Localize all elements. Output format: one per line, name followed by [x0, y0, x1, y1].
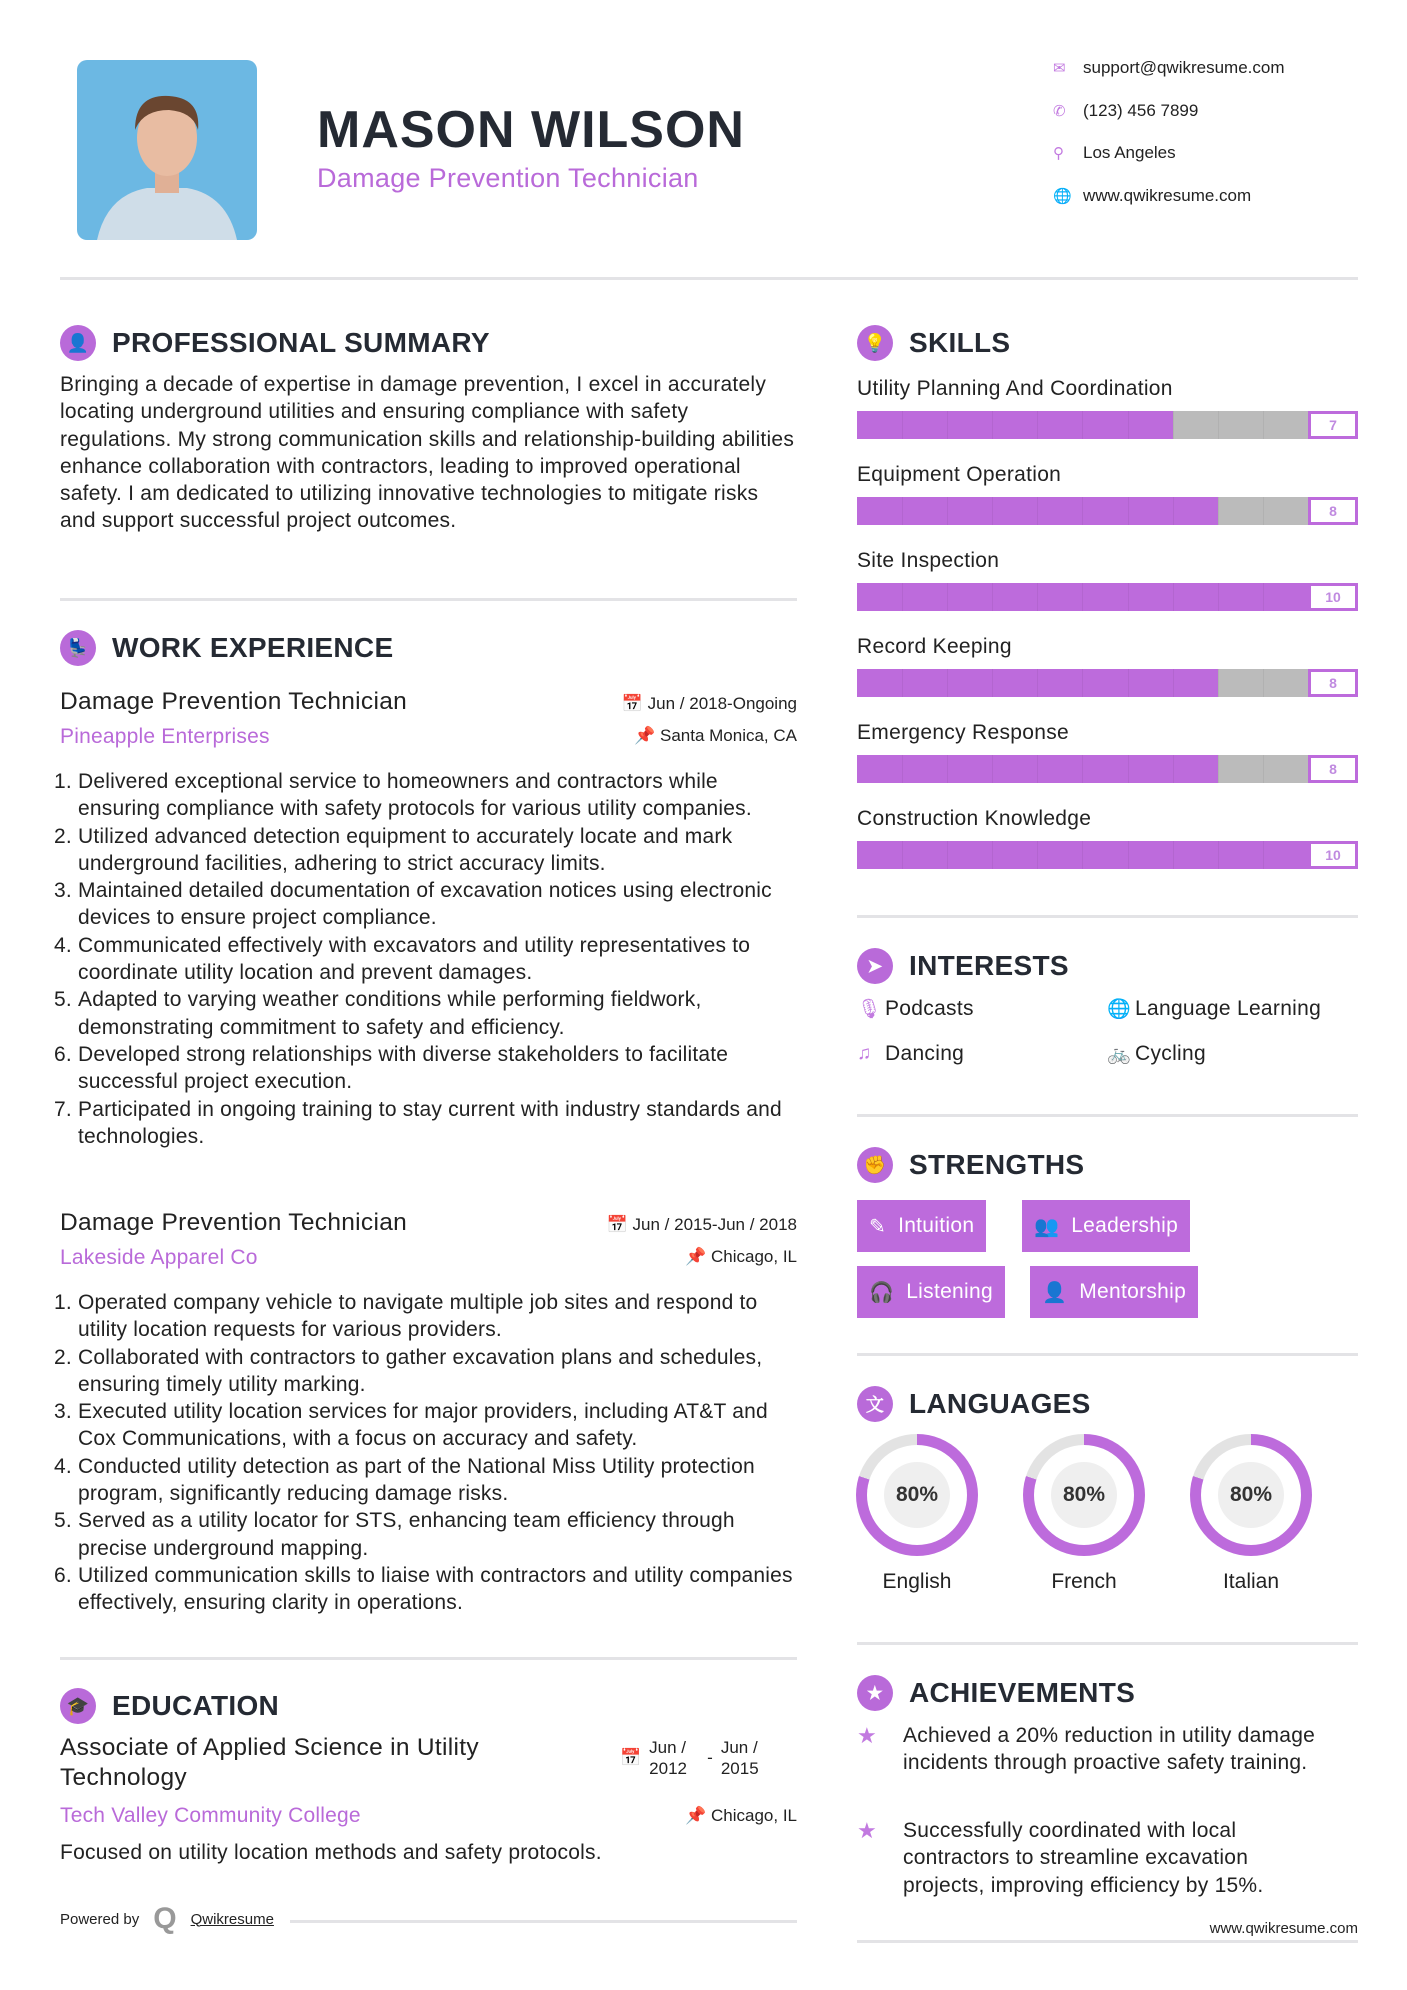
star-icon: ★: [857, 1818, 877, 1843]
skill-bar-segment: [1263, 497, 1264, 525]
job-title: Damage Prevention Technician: [60, 1209, 408, 1236]
star-icon: ★: [857, 1723, 877, 1748]
job-bullets: [60, 768, 800, 1150]
section-divider: [857, 915, 1358, 918]
skill-bar-segment: [1263, 411, 1264, 439]
date-start: Jun / 2012: [649, 1738, 687, 1778]
phone-icon: ✆: [1053, 102, 1066, 120]
bullet-item: 5. Served as a utility locator for STS, enhancing team efficiency through precise underground mapping.: [78, 1507, 800, 1562]
skill-value: 8: [1308, 669, 1358, 697]
skill-bar-segment: [1128, 841, 1129, 869]
degree: Associate of Applied Science in Utility Technology: [60, 1734, 479, 1791]
skill-bar-segment: [1037, 755, 1038, 783]
chair-icon: 💺: [60, 630, 96, 666]
job-date-text: Jun / 2015-Jun / 2018: [632, 1215, 797, 1234]
languages-heading-text: LANGUAGES: [909, 1388, 1091, 1419]
skill-bar-segment: [1173, 497, 1174, 525]
section-divider: [857, 1642, 1358, 1645]
map-pin-icon: ⚲: [1053, 145, 1064, 162]
skill-label: Site Inspection: [857, 549, 1000, 572]
skill-bar-segment: [1037, 411, 1038, 439]
skill-bar: [857, 583, 1358, 611]
globe-icon: 🌐: [1107, 999, 1131, 1020]
skill-bar-fill: [857, 411, 1173, 439]
interest-item: [857, 997, 974, 1021]
powered-by-text: Powered by: [60, 1910, 140, 1928]
skill-bar-segment: [1082, 497, 1083, 525]
date-separator: -: [707, 1748, 713, 1767]
contact-item[interactable]: [1053, 143, 1176, 163]
skill-bar-segment: [1263, 583, 1264, 611]
interest-label: Dancing: [885, 1042, 965, 1065]
skill-bar-segment: [902, 583, 903, 611]
job-date: [607, 1215, 797, 1235]
skill-bar-segment: [947, 841, 948, 869]
company-name: Pineapple Enterprises: [60, 725, 270, 748]
skill-label: Record Keeping: [857, 635, 1012, 658]
qwikresume-link[interactable]: Qwikresume: [190, 1910, 274, 1928]
bullet-item: 1. Operated company vehicle to navigate multiple job sites and respond to utility location requests for various providers.: [78, 1289, 800, 1344]
contact-text: (123) 456 7899: [1083, 100, 1199, 120]
skill-bar-segment: [1037, 583, 1038, 611]
education-heading: [60, 1688, 279, 1724]
skill-bar-segment: [1173, 755, 1174, 783]
music-note-icon: ♫: [857, 1043, 872, 1064]
skill-bar-segment: [947, 583, 948, 611]
contact-item[interactable]: [1053, 186, 1251, 206]
section-divider: [857, 1114, 1358, 1117]
education-description: Focused on utility location methods and safety protocols.: [60, 1841, 602, 1864]
interests-heading: [857, 948, 1069, 984]
language-donut: [1023, 1434, 1145, 1556]
skill-bar-segment: [1218, 669, 1219, 697]
graduate-icon: 🎓: [60, 1688, 96, 1724]
education-date: [620, 1737, 771, 1779]
work-heading-text: WORK EXPERIENCE: [112, 632, 394, 663]
magic-wand-icon: ✎: [869, 1215, 887, 1238]
bullet-item: 5. Adapted to varying weather conditions while performing fieldwork, demonstrating commitment to safety and efficiency.: [78, 986, 800, 1041]
bullet-item: 7. Participated in ongoing training to stay current with industry standards and technologies.: [78, 1096, 800, 1151]
calendar-icon: 📅: [620, 1748, 642, 1767]
skill-bar-segment: [947, 755, 948, 783]
skill-bar-segment: [1218, 497, 1219, 525]
candidate-title: Damage Prevention Technician: [317, 163, 699, 193]
skill-bar-segment: [947, 669, 948, 697]
achievement-text: Achieved a 20% reduction in utility damage incidents through proactive safety training.: [903, 1724, 1316, 1775]
skill-bar-segment: [1082, 411, 1083, 439]
strength-label: Mentorship: [1079, 1280, 1187, 1303]
footer-website[interactable]: www.qwikresume.com: [1209, 1920, 1358, 1937]
job-bullets: [60, 1289, 800, 1617]
skill-bar-segment: [902, 841, 903, 869]
skill-bar-segment: [1218, 755, 1219, 783]
qwikresume-logo-icon: Q: [153, 1902, 177, 1935]
headphones-icon: 🎧: [869, 1281, 895, 1304]
donut-hole: [867, 1445, 967, 1545]
skill-bar: [857, 669, 1358, 697]
interest-label: Podcasts: [885, 997, 974, 1020]
language-percent: 80%: [1218, 1462, 1284, 1528]
achievements-heading-text: ACHIEVEMENTS: [909, 1677, 1136, 1708]
bullet-item: 3. Executed utility location services for major providers, including AT&T and Cox Communications, with a focus on accuracy and safety.: [78, 1398, 800, 1453]
summary-heading-text: PROFESSIONAL SUMMARY: [112, 327, 490, 358]
contact-item[interactable]: [1053, 58, 1285, 78]
skill-bar: [857, 411, 1358, 439]
summary-heading: [60, 325, 490, 361]
job-title: Damage Prevention Technician: [60, 688, 408, 715]
bullet-item: 6. Utilized communication skills to liaise with contractors and utility companies effectively, ensuring clarity in operations.: [78, 1562, 800, 1617]
work-heading: [60, 630, 393, 666]
interest-label: Language Learning: [1135, 997, 1322, 1020]
skill-bar-segment: [1218, 583, 1219, 611]
skill-label: Utility Planning And Coordination: [857, 377, 1173, 400]
microphone-icon: 🎙: [857, 999, 882, 1020]
skill-value: 8: [1308, 755, 1358, 783]
skill-bar-segment: [1128, 755, 1129, 783]
skill-bar-segment: [947, 497, 948, 525]
contact-text: www.qwikresume.com: [1083, 185, 1252, 205]
skill-bar-segment: [1037, 497, 1038, 525]
skill-bar-segment: [1082, 755, 1083, 783]
language-percent: 80%: [1051, 1462, 1117, 1528]
company-name: Lakeside Apparel Co: [60, 1246, 258, 1269]
job-date-text: Jun / 2018-Ongoing: [647, 694, 797, 713]
education-location-text: Chicago, IL: [711, 1806, 797, 1825]
users-icon: 👥: [1034, 1215, 1060, 1238]
section-divider: [60, 598, 797, 601]
school-name: Tech Valley Community College: [60, 1804, 361, 1827]
skills-heading: [857, 325, 1010, 361]
footer-divider: [857, 1940, 1358, 1943]
skill-value: 8: [1308, 497, 1358, 525]
skill-bar-segment: [902, 497, 903, 525]
skill-bar-segment: [992, 755, 993, 783]
skill-bar-segment: [902, 755, 903, 783]
candidate-name: MASON WILSON: [317, 101, 745, 159]
skill-bar-segment: [902, 669, 903, 697]
user-icon: 👤: [60, 325, 96, 361]
strengths-heading: [857, 1147, 1084, 1183]
bullet-item: 4. Conducted utility detection as part of the National Miss Utility protection program, significantly reducing damage risks.: [78, 1453, 800, 1508]
skill-bar-segment: [1082, 841, 1083, 869]
translate-icon: 文: [857, 1386, 893, 1422]
strength-chip: [1030, 1266, 1198, 1318]
job-location-text: Chicago, IL: [711, 1247, 797, 1266]
skill-bar-segment: [1128, 669, 1129, 697]
powered-by: [60, 1902, 274, 1936]
language-percent: 80%: [884, 1462, 950, 1528]
language-donut: [856, 1434, 978, 1556]
achievement-item: [857, 1722, 1323, 1777]
skill-bar-segment: [1128, 411, 1129, 439]
job-location: [685, 1247, 797, 1267]
skill-bar-segment: [1173, 411, 1174, 439]
strength-label: Leadership: [1071, 1214, 1179, 1237]
achievements-heading: [857, 1675, 1135, 1711]
skills-heading-text: SKILLS: [909, 327, 1011, 358]
skill-label: Construction Knowledge: [857, 807, 1092, 830]
job-location-text: Santa Monica, CA: [659, 726, 797, 745]
profile-photo: [77, 60, 257, 240]
strengths-heading-text: STRENGTHS: [909, 1149, 1085, 1180]
footer-divider: [290, 1920, 797, 1923]
language-donut: [1190, 1434, 1312, 1556]
bullet-item: 2. Collaborated with contractors to gather excavation plans and schedules, ensuring timely utility marking.: [78, 1344, 800, 1399]
job-location: [634, 726, 797, 746]
header-divider: [60, 277, 1358, 280]
pin-icon: 📌: [685, 1247, 707, 1266]
skill-value: 10: [1308, 841, 1358, 869]
globe-icon: 🌐: [1053, 187, 1072, 205]
bullet-item: 4. Communicated effectively with excavators and utility representatives to coordinate utility location and prevent damages.: [78, 932, 800, 987]
languages-heading: [857, 1386, 1091, 1422]
skill-bar-segment: [1128, 583, 1129, 611]
skill-bar: [857, 841, 1358, 869]
skill-value: 7: [1308, 411, 1358, 439]
skill-label: Equipment Operation: [857, 463, 1062, 486]
interest-item: [857, 1042, 964, 1066]
strength-chip: [1022, 1200, 1190, 1252]
achievement-item: [857, 1817, 1323, 1899]
summary-text: Bringing a decade of expertise in damage prevention, I excel in accurately locating underground utilities and ensuring compliance with safety regulations. My strong communication skills and relationship-building abilities enhance collaboration with contractors, leading to improved operational safety. I am dedicated to utilizing innovative technologies to mitigate risks and support successful project outcomes.: [60, 373, 795, 533]
user-plus-icon: 👤: [1042, 1281, 1068, 1304]
section-divider: [60, 1657, 797, 1660]
job-date: [622, 694, 797, 714]
skill-bar-segment: [992, 411, 993, 439]
envelope-icon: ✉: [1053, 60, 1066, 77]
donut-hole: [1034, 1445, 1134, 1545]
language-label: Italian: [1222, 1570, 1280, 1593]
interest-item: [1107, 1042, 1206, 1066]
date-end: Jun / 2015: [720, 1738, 759, 1778]
section-divider: [857, 1353, 1358, 1356]
pin-icon: 📌: [634, 726, 656, 745]
skill-value: 10: [1308, 583, 1358, 611]
skill-bar-segment: [992, 583, 993, 611]
paper-plane-icon: ➤: [857, 948, 893, 984]
language-label: English: [882, 1570, 952, 1593]
star-icon: ★: [857, 1675, 893, 1711]
education-location: [685, 1806, 797, 1826]
bullet-item: 6. Developed strong relationships with diverse stakeholders to facilitate successful project execution.: [78, 1041, 800, 1096]
skill-bar-segment: [947, 411, 948, 439]
language-label: French: [1051, 1570, 1117, 1593]
interest-item: [1107, 997, 1321, 1021]
skill-bar-segment: [992, 497, 993, 525]
skill-bar: [857, 755, 1358, 783]
bullet-item: 1. Delivered exceptional service to homeowners and contractors while ensuring compliance with safety protocols for various utility companies.: [78, 768, 800, 823]
strength-chip: [857, 1266, 1005, 1318]
interests-heading-text: INTERESTS: [909, 950, 1069, 981]
contact-text: support@qwikresume.com: [1083, 58, 1285, 77]
education-heading-text: EDUCATION: [112, 1690, 280, 1721]
bullet-item: 2. Utilized advanced detection equipment to accurately locate and mark underground facilities, adhering to strict accuracy limits.: [78, 823, 800, 878]
skill-bar-segment: [1128, 497, 1129, 525]
calendar-icon: 📅: [606, 1215, 628, 1234]
contact-item[interactable]: [1053, 101, 1198, 121]
skill-bar-segment: [1218, 411, 1219, 439]
strength-label: Listening: [906, 1280, 993, 1303]
skill-bar-segment: [1218, 841, 1219, 869]
skill-bar-segment: [1082, 583, 1083, 611]
bullet-item: 3. Maintained detailed documentation of excavation notices using electronic devices to ensure project compliance.: [78, 877, 800, 932]
skill-label: Emergency Response: [857, 721, 1070, 744]
skill-bar-segment: [992, 841, 993, 869]
skill-bar-segment: [1173, 583, 1174, 611]
interest-label: Cycling: [1135, 1042, 1206, 1065]
fist-icon: ✊: [857, 1147, 893, 1183]
calendar-icon: 📅: [621, 694, 643, 713]
lightbulb-icon: 💡: [857, 325, 893, 361]
achievement-text: Successfully coordinated with local contractors to streamline excavation projects, improving efficiency by 15%.: [903, 1819, 1264, 1897]
skill-bar-segment: [1082, 669, 1083, 697]
skill-bar-segment: [1263, 841, 1264, 869]
strength-label: Intuition: [898, 1214, 975, 1237]
contact-text: Los Angeles: [1083, 143, 1176, 162]
strength-chip: [857, 1200, 986, 1252]
skill-bar-segment: [1263, 755, 1264, 783]
skill-bar: [857, 497, 1358, 525]
skill-bar-segment: [1037, 669, 1038, 697]
bicycle-icon: 🚲: [1107, 1044, 1131, 1065]
pin-icon: 📌: [685, 1806, 707, 1825]
skill-bar-segment: [1037, 841, 1038, 869]
skill-bar-segment: [902, 411, 903, 439]
donut-hole: [1201, 1445, 1301, 1545]
skill-bar-segment: [1263, 669, 1264, 697]
skill-bar-segment: [992, 669, 993, 697]
skill-bar-segment: [1173, 841, 1174, 869]
skill-bar-segment: [1173, 669, 1174, 697]
